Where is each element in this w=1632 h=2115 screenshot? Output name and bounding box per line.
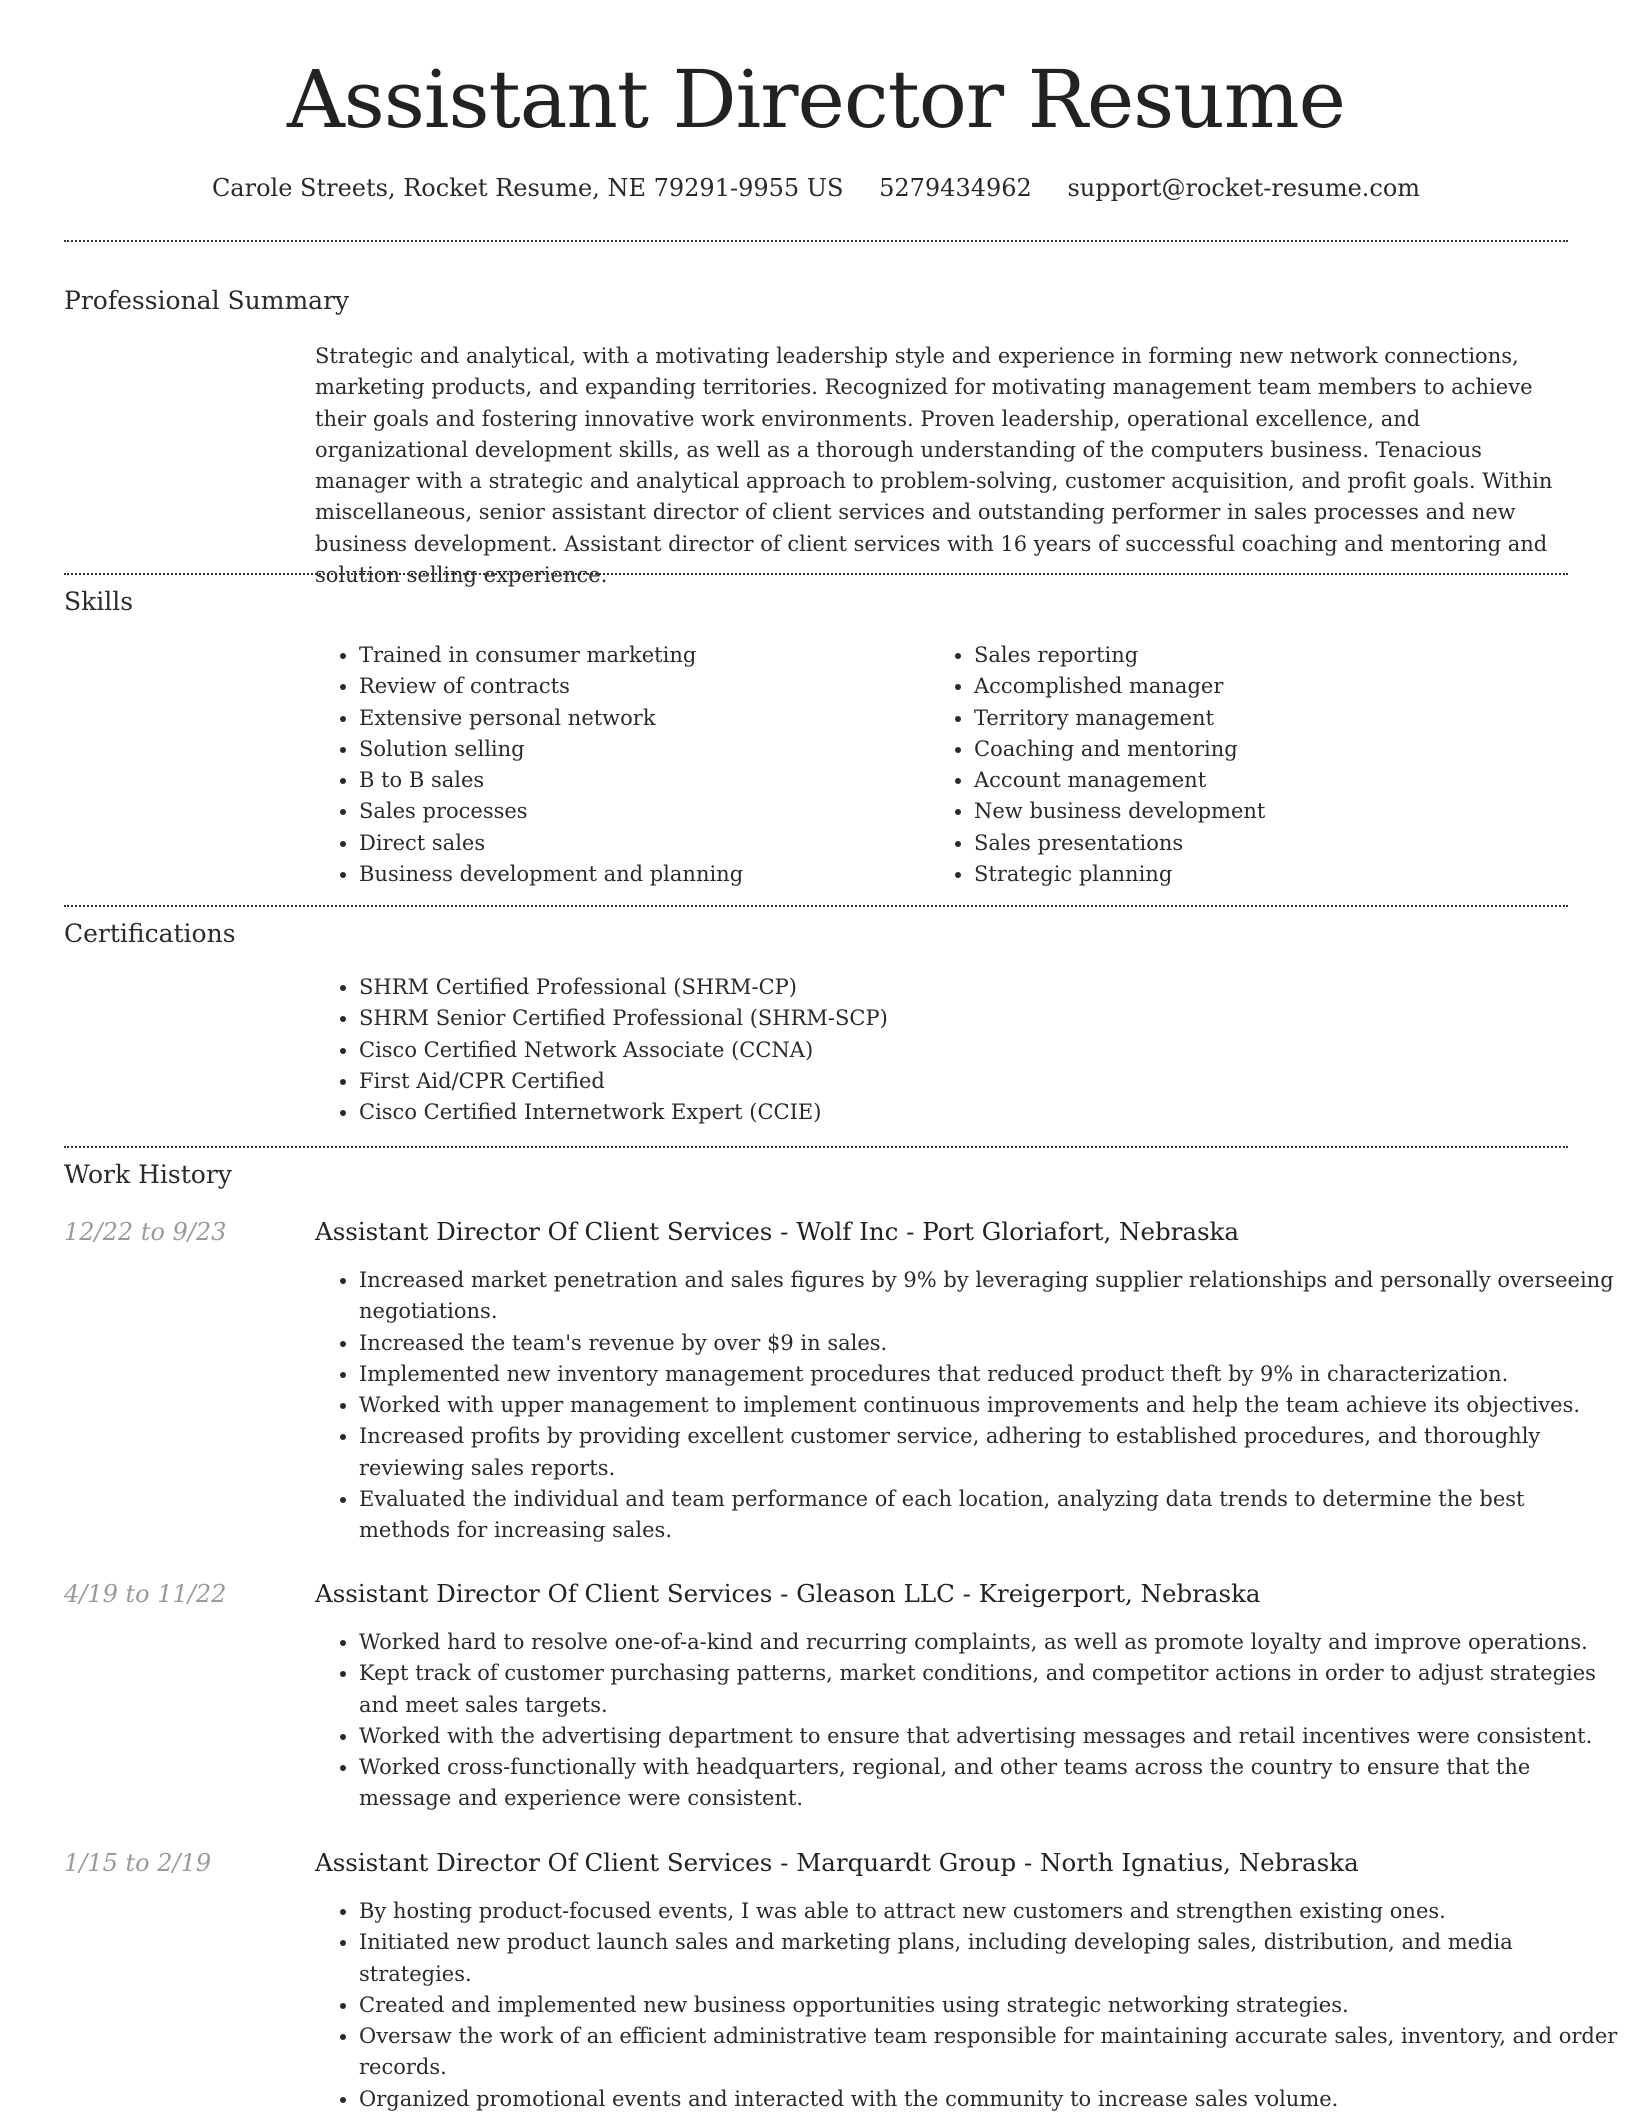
- skills-list-left: [315, 640, 919, 890]
- job-bullets: [315, 1896, 1619, 2115]
- list-item: • Account management: [974, 765, 1574, 796]
- job-title: Assistant Director Of Client Services - Gleason LLC - Kreigerport, Nebraska: [315, 1579, 1261, 1608]
- section-heading-work-history: Work History: [64, 1160, 232, 1189]
- list-item: • Increased the team's revenue by over $9 in sales.: [359, 1328, 1619, 1359]
- list-item: • Organized promotional events and interacted with the community to increase sales volume.: [359, 2084, 1619, 2115]
- list-item: • SHRM Certified Professional (SHRM-CP): [359, 972, 1559, 1003]
- list-item: • Trained in consumer marketing: [359, 640, 919, 671]
- list-item: • Strategic planning: [974, 859, 1574, 890]
- list-item: • SHRM Senior Certified Professional (SHRM-SCP): [359, 1003, 1559, 1034]
- certifications-list: [315, 972, 1559, 1128]
- list-item: • Sales presentations: [974, 828, 1574, 859]
- list-item: • Coaching and mentoring: [974, 734, 1574, 765]
- list-item: • Territory management: [974, 703, 1574, 734]
- list-item: • Increased profits by providing excellent customer service, adhering to established procedures, and thoroughly reviewing sales reports.: [359, 1421, 1619, 1484]
- list-item: • Review of contracts: [359, 671, 919, 702]
- list-item: • Oversaw the work of an efficient administrative team responsible for maintaining accurate sales, inventory, and order records.: [359, 2021, 1619, 2084]
- list-item: • Solution selling: [359, 734, 919, 765]
- list-item: • Worked cross-functionally with headquarters, regional, and other teams across the country to ensure that the message and experience were consistent.: [359, 1752, 1619, 1815]
- contact-email: support@rocket-resume.com: [1067, 174, 1421, 202]
- list-item: • Extensive personal network: [359, 703, 919, 734]
- job-dates: 1/15 to 2/19: [64, 1849, 212, 1877]
- list-item: • Evaluated the individual and team performance of each location, analyzing data trends to determine the best methods for increasing sales.: [359, 1484, 1619, 1547]
- divider: [64, 1146, 1568, 1148]
- list-item: • Sales processes: [359, 796, 919, 827]
- contact-phone: 5279434962: [879, 174, 1032, 202]
- list-item: • By hosting product-focused events, I was able to attract new customers and strengthen existing ones.: [359, 1896, 1619, 1927]
- list-item: • Worked hard to resolve one-of-a-kind and recurring complaints, as well as promote loyalty and improve operations.: [359, 1627, 1619, 1658]
- divider: [64, 905, 1568, 907]
- resume-title: Assistant Director Resume: [287, 53, 1345, 146]
- summary-text: Strategic and analytical, with a motivating leadership style and experience in forming new network connections, marketing products, and expanding territories. Recognized for motivating management team members to achieve their goals and fostering innovative work environments. Proven leadership, operational excellence, and organizational development skills, as well as a thorough understanding of the computers business. Tenacious manager with a strategic and analytical approach to problem-solving, customer acquisition, and profit goals. Within miscellaneous, senior assistant director of client services and outstanding performer in sales processes and new business development. Assistant director of client services with 16 years of successful coaching and mentoring and solution selling experience.: [315, 344, 1553, 588]
- list-item: • Cisco Certified Network Associate (CCNA): [359, 1035, 1559, 1066]
- job-bullets: [315, 1627, 1619, 1815]
- list-item: • Cisco Certified Internetwork Expert (CCIE): [359, 1097, 1559, 1128]
- list-item: • Created and implemented new business opportunities using strategic networking strategies.: [359, 1990, 1619, 2021]
- list-item: • Worked with the advertising department to ensure that advertising messages and retail incentives were consistent.: [359, 1721, 1619, 1752]
- list-item: • New business development: [974, 796, 1574, 827]
- contact-line: [0, 170, 1632, 206]
- list-item: • Accomplished manager: [974, 671, 1574, 702]
- job-title: Assistant Director Of Client Services - Marquardt Group - North Ignatius, Nebraska: [315, 1848, 1359, 1877]
- list-item: • Kept track of customer purchasing patterns, market conditions, and competitor actions in order to adjust strategies and meet sales targets.: [359, 1658, 1619, 1721]
- list-item: • Direct sales: [359, 828, 919, 859]
- section-heading-skills: Skills: [64, 587, 134, 616]
- list-item: • Sales reporting: [974, 640, 1574, 671]
- contact-address: Carole Streets, Rocket Resume, NE 79291-9955 US: [211, 174, 844, 202]
- list-item: • Increased market penetration and sales figures by 9% by leveraging supplier relationships and personally overseeing negotiations.: [359, 1265, 1619, 1328]
- list-item: • Initiated new product launch sales and marketing plans, including developing sales, distribution, and media strategies.: [359, 1927, 1619, 1990]
- job-dates: 4/19 to 11/22: [64, 1580, 227, 1608]
- job-bullets: [315, 1265, 1619, 1547]
- divider: [64, 573, 1568, 575]
- job-title: Assistant Director Of Client Services - Wolf Inc - Port Gloriafort, Nebraska: [315, 1217, 1240, 1246]
- skills-list-right: [930, 640, 1574, 890]
- list-item: • Business development and planning: [359, 859, 919, 890]
- list-item: • Implemented new inventory management procedures that reduced product theft by 9% in characterization.: [359, 1359, 1619, 1390]
- list-item: • Worked with upper management to implement continuous improvements and help the team achieve its objectives.: [359, 1390, 1619, 1421]
- list-item: • B to B sales: [359, 765, 919, 796]
- job-dates: 12/22 to 9/23: [64, 1218, 227, 1246]
- divider: [64, 240, 1568, 242]
- list-item: • First Aid/CPR Certified: [359, 1066, 1559, 1097]
- section-heading-certifications: Certifications: [64, 919, 236, 948]
- section-heading-summary: Professional Summary: [64, 286, 350, 315]
